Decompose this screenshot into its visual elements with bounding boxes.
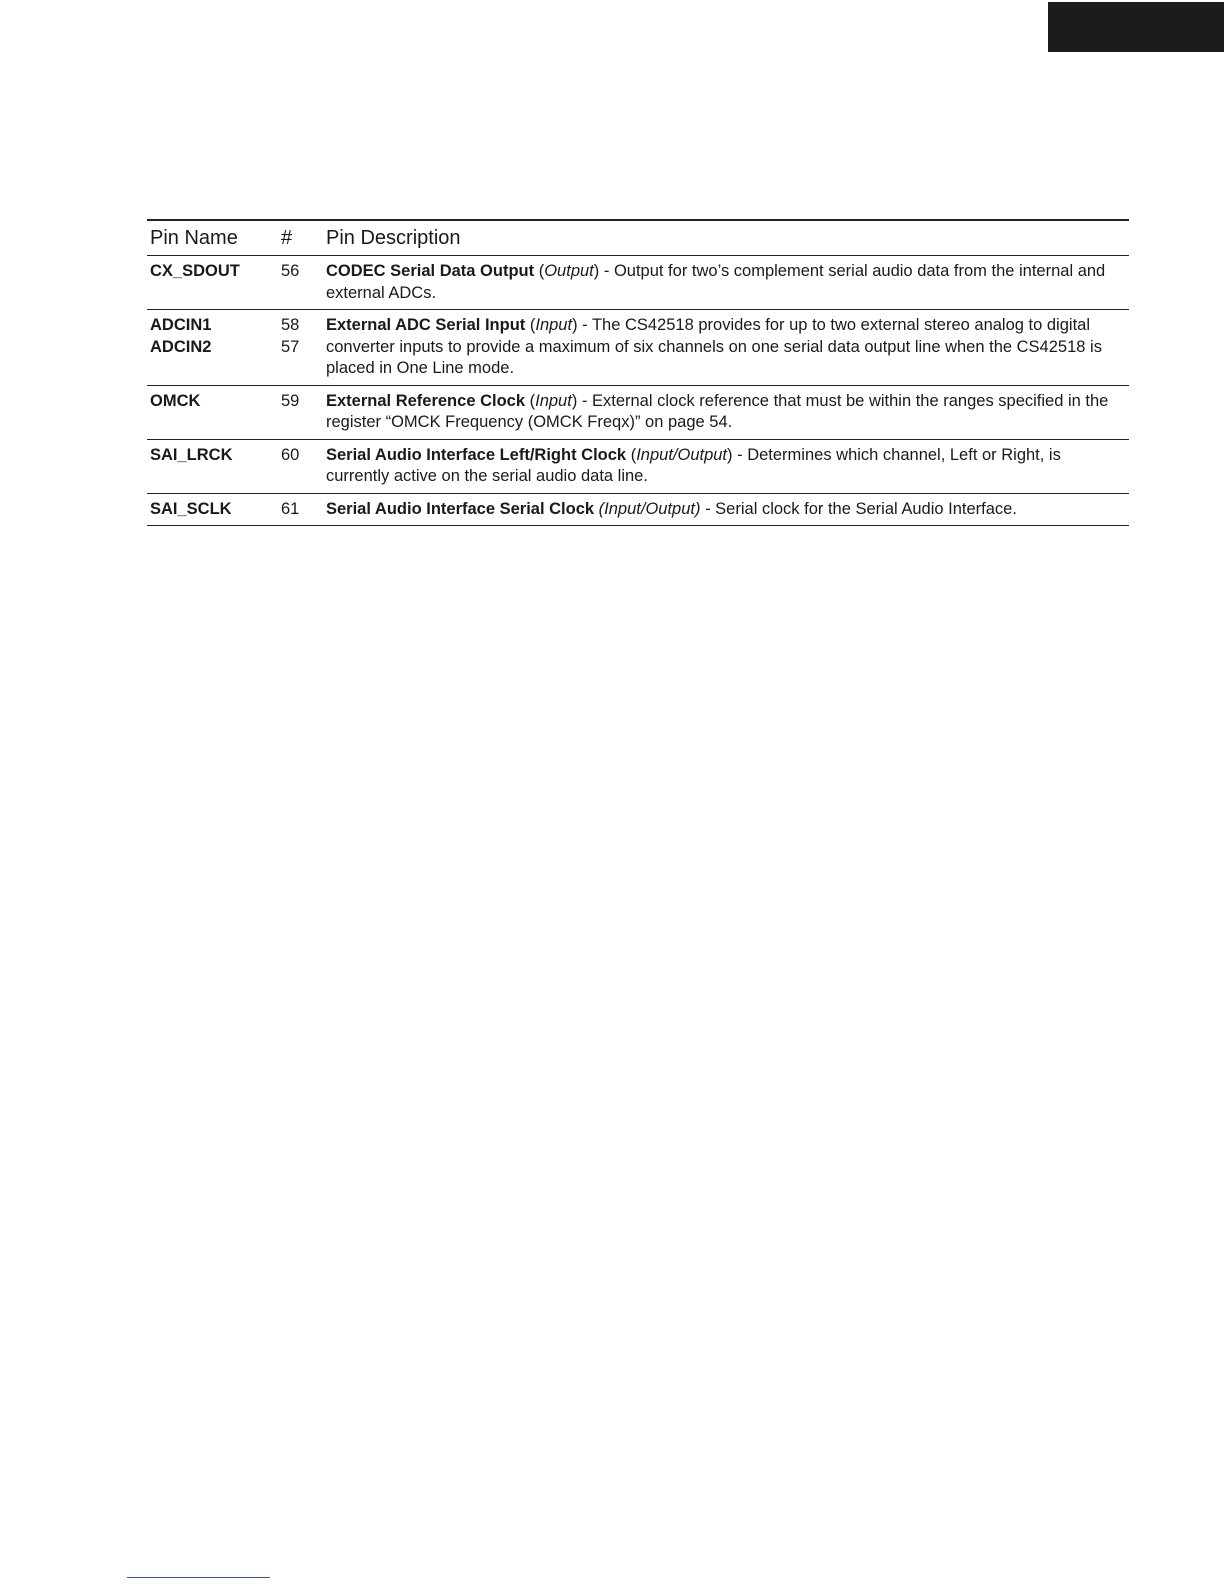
pin-name: ADCIN1 <box>150 316 212 334</box>
description-io: Input <box>535 391 572 410</box>
page-corner-tab <box>1048 2 1224 52</box>
description-title: CODEC Serial Data Output <box>326 262 535 280</box>
pin-number-cell <box>278 310 323 386</box>
description-io: Input/Output <box>604 499 695 518</box>
pin-description-table <box>147 219 1129 526</box>
pin-description-cell: CODEC Serial Data Output (Output) - Output for two’s complement serial audio data from the internal and external ADCs. <box>323 256 1129 310</box>
pin-name-cell <box>147 310 278 386</box>
pin-description-cell: External ADC Serial Input (Input) - The CS42518 provides for up to two external stereo analog to digital converter inputs to provide a maximum of six channels on one serial data output line when the CS42518 is placed in One Line mode. <box>323 310 1129 386</box>
pin-name: SAI_SCLK <box>150 499 232 518</box>
pin-name: CX_SDOUT <box>150 262 240 280</box>
description-io: Input/Output <box>636 445 728 464</box>
pin-name-cell <box>147 385 278 439</box>
pin-number: 60 <box>281 445 300 464</box>
table-header-row <box>147 220 1129 256</box>
pin-number-cell <box>278 256 323 310</box>
description-text: External clock reference that must be within the ranges specified in the register “OMCK Frequency (OMCK Freqx)” on page 54. <box>326 391 1109 431</box>
description-text: The CS42518 provides for up to two external stereo analog to digital converter inputs to provide a maximum of six channels on one serial data output line when the CS42518 is placed in One Line mode. <box>326 316 1102 377</box>
pin-name-cell <box>147 439 278 493</box>
footer-link-underline[interactable] <box>127 1577 270 1578</box>
pin-number: 61 <box>281 499 300 518</box>
pin-number-cell <box>278 493 323 526</box>
pin-name: ADCIN2 <box>150 337 212 356</box>
header-pin-name: Pin Name <box>147 220 278 256</box>
description-io-wrapped: (Input/Output) <box>598 499 701 518</box>
description-io: Input <box>535 316 573 334</box>
description-io: Output <box>544 262 594 280</box>
table-row <box>147 385 1129 439</box>
pin-number: 59 <box>281 391 300 410</box>
table-row <box>147 310 1129 386</box>
description-title: External Reference Clock <box>326 391 526 410</box>
pin-description-cell: External Reference Clock (Input) - External clock reference that must be within the ranges specified in the register “OMCK Frequency (OMCK Freqx)” on page 54. <box>323 385 1129 439</box>
header-pin-description: Pin Description <box>323 220 1129 256</box>
description-title: External ADC Serial Input <box>326 316 526 334</box>
pin-name: SAI_LRCK <box>150 445 233 464</box>
description-text: Output for two’s complement serial audio data from the internal and external ADCs. <box>326 262 1106 302</box>
pin-number: 58 <box>281 316 300 334</box>
table-row <box>147 256 1129 310</box>
table-row <box>147 439 1129 493</box>
pin-number-cell <box>278 439 323 493</box>
description-title: Serial Audio Interface Left/Right Clock <box>326 445 627 464</box>
pin-description-cell: Serial Audio Interface Left/Right Clock (Input/Output) - Determines which channel, Left or Right, is currently active on the serial audio data line. <box>323 439 1129 493</box>
description-title: Serial Audio Interface Serial Clock <box>326 499 595 518</box>
table-row <box>147 493 1129 526</box>
pin-name: OMCK <box>150 391 201 410</box>
pin-number: 56 <box>281 262 300 280</box>
pin-name-cell <box>147 256 278 310</box>
pin-name-cell <box>147 493 278 526</box>
header-pin-number: # <box>278 220 323 256</box>
pin-description-cell: Serial Audio Interface Serial Clock (Input/Output) - Serial clock for the Serial Audio Interface. <box>326 499 1017 518</box>
pin-number-cell <box>278 385 323 439</box>
description-text: Determines which channel, Left or Right, is currently active on the serial audio data line. <box>326 445 1061 485</box>
description-text: Serial clock for the Serial Audio Interface. <box>715 499 1017 518</box>
pin-number: 57 <box>281 337 300 356</box>
